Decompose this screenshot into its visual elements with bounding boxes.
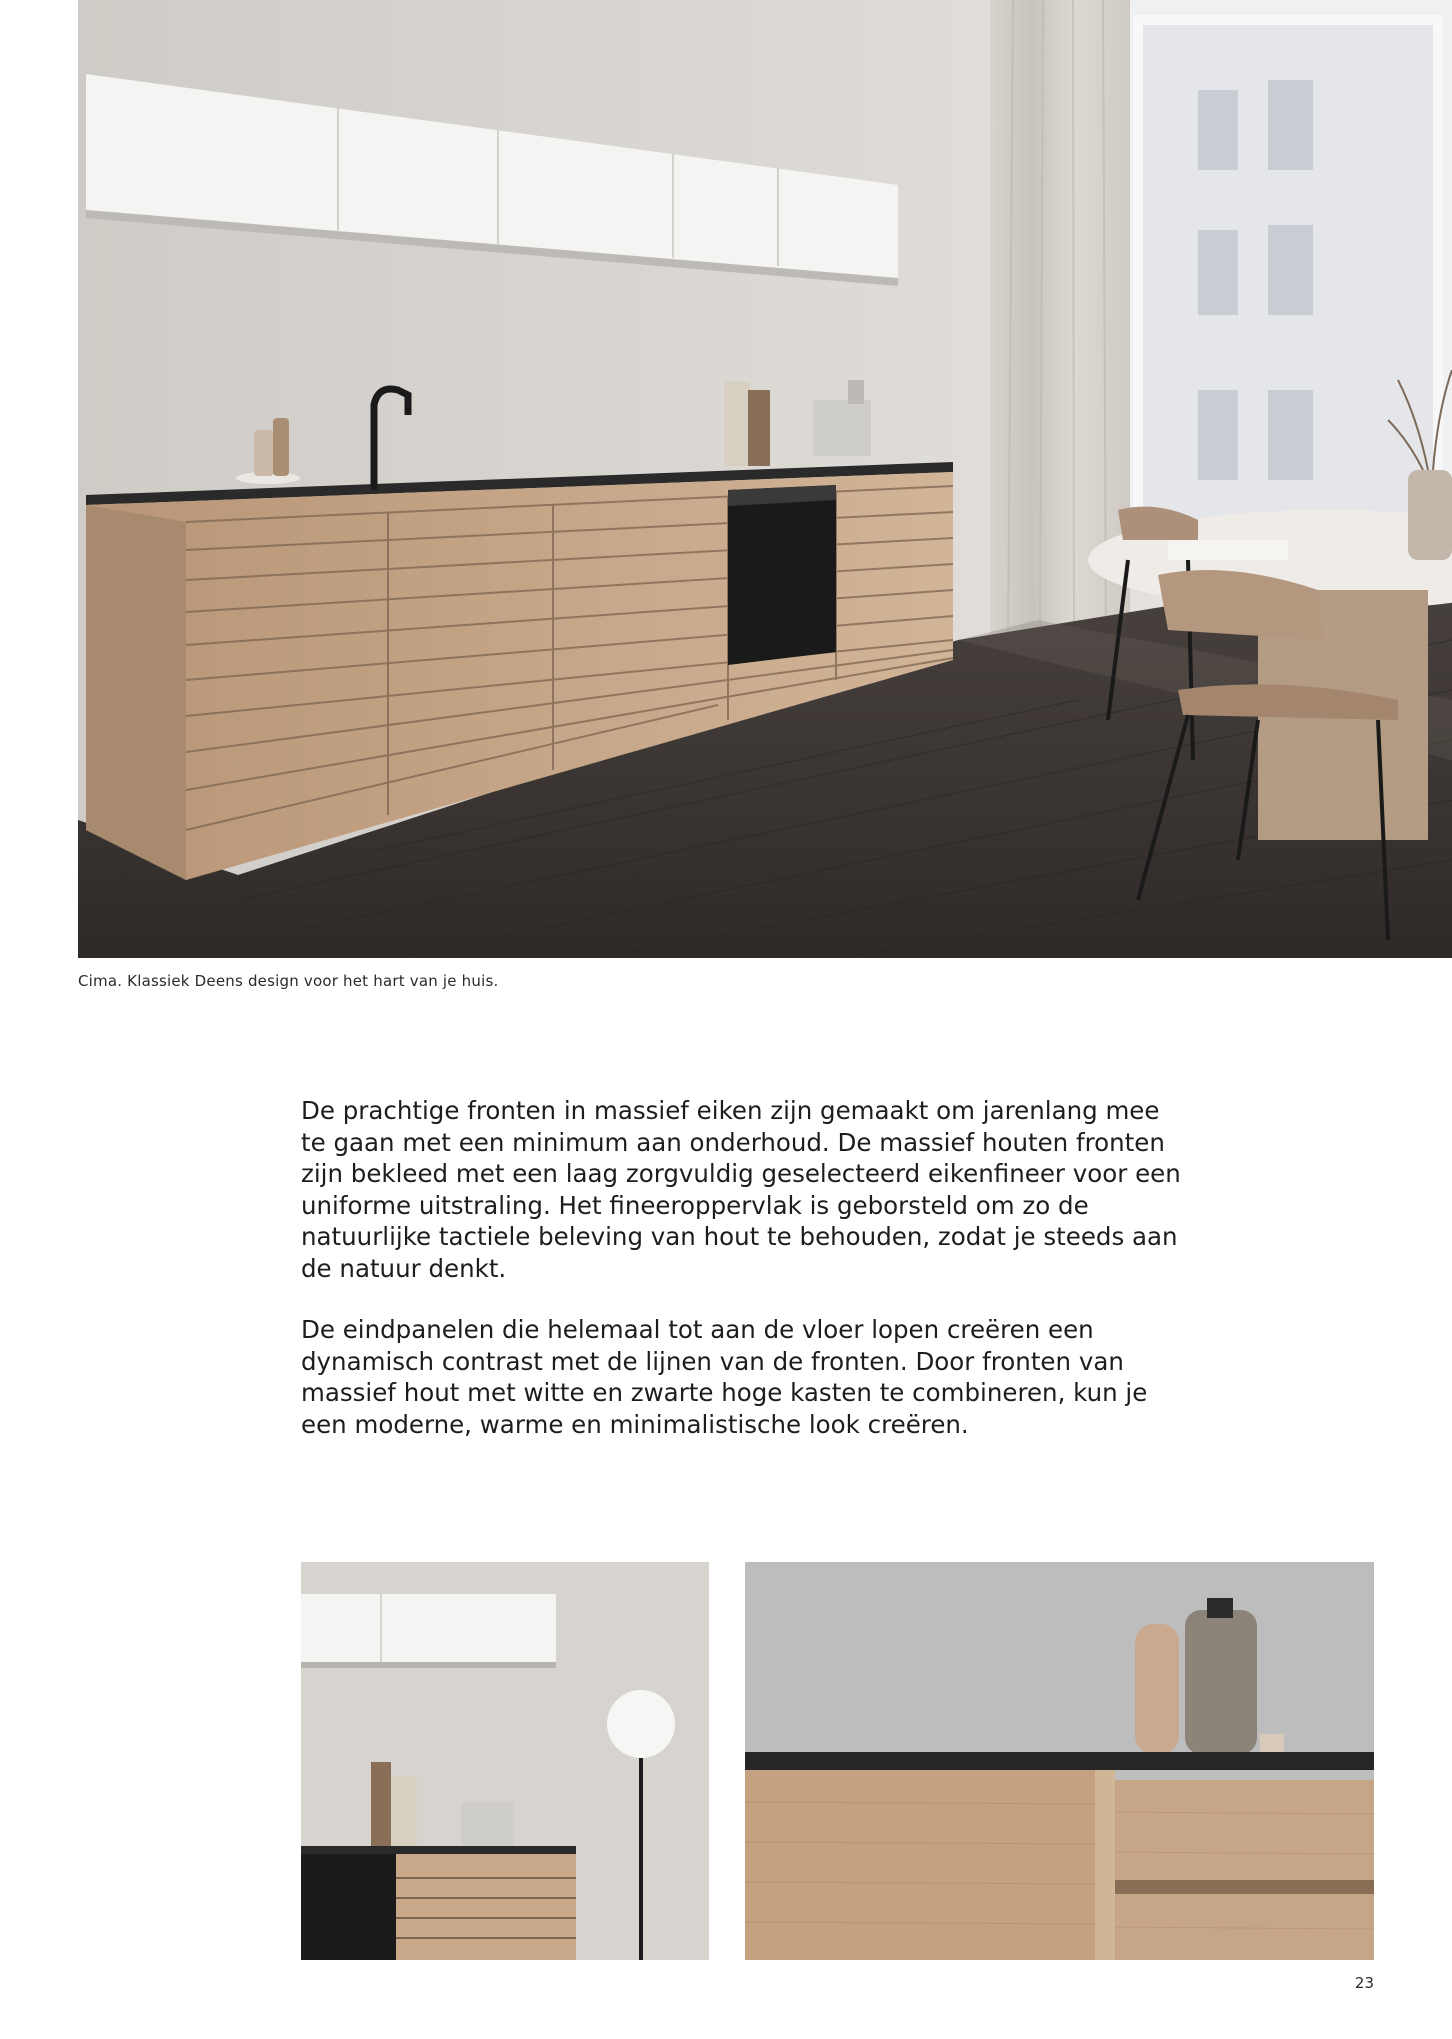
hero-kitchen-photo <box>78 0 1452 958</box>
cabinet-closeup-illustration <box>745 1562 1374 1960</box>
hero-kitchen-illustration <box>78 0 1452 958</box>
body-paragraph-1: De prachtige fronten in massief eiken zijn gemaakt om jarenlang mee te gaan met een minimum aan onderhoud. De massief houten fronten zijn bekleed met een laag zorgvuldig geselecteerd eikenfineer voor een uniforme uitstraling. Het fineeroppervlak is geborsteld om zo de natuurlijke tactiele beleving van hout te behouden, zodat je steeds aan de natuur denkt. <box>301 1096 1181 1283</box>
cabinet-detail-photo-right <box>745 1562 1374 1960</box>
body-paragraph-2: De eindpanelen die helemaal tot aan de vloer lopen creëren een dynamisch contrast met de lijnen van de fronten. Door fronten van massief hout met witte en zwarte hoge kasten te combineren, kun je een moderne, warme en minimalistische look creëren. <box>301 1315 1148 1439</box>
kitchen-lamp-illustration <box>301 1562 709 1960</box>
photo-caption: Cima. Klassiek Deens design voor het hart van je huis. <box>78 972 499 990</box>
page-number: 23 <box>1354 1974 1374 1992</box>
kitchen-detail-photo-left <box>301 1562 709 1960</box>
